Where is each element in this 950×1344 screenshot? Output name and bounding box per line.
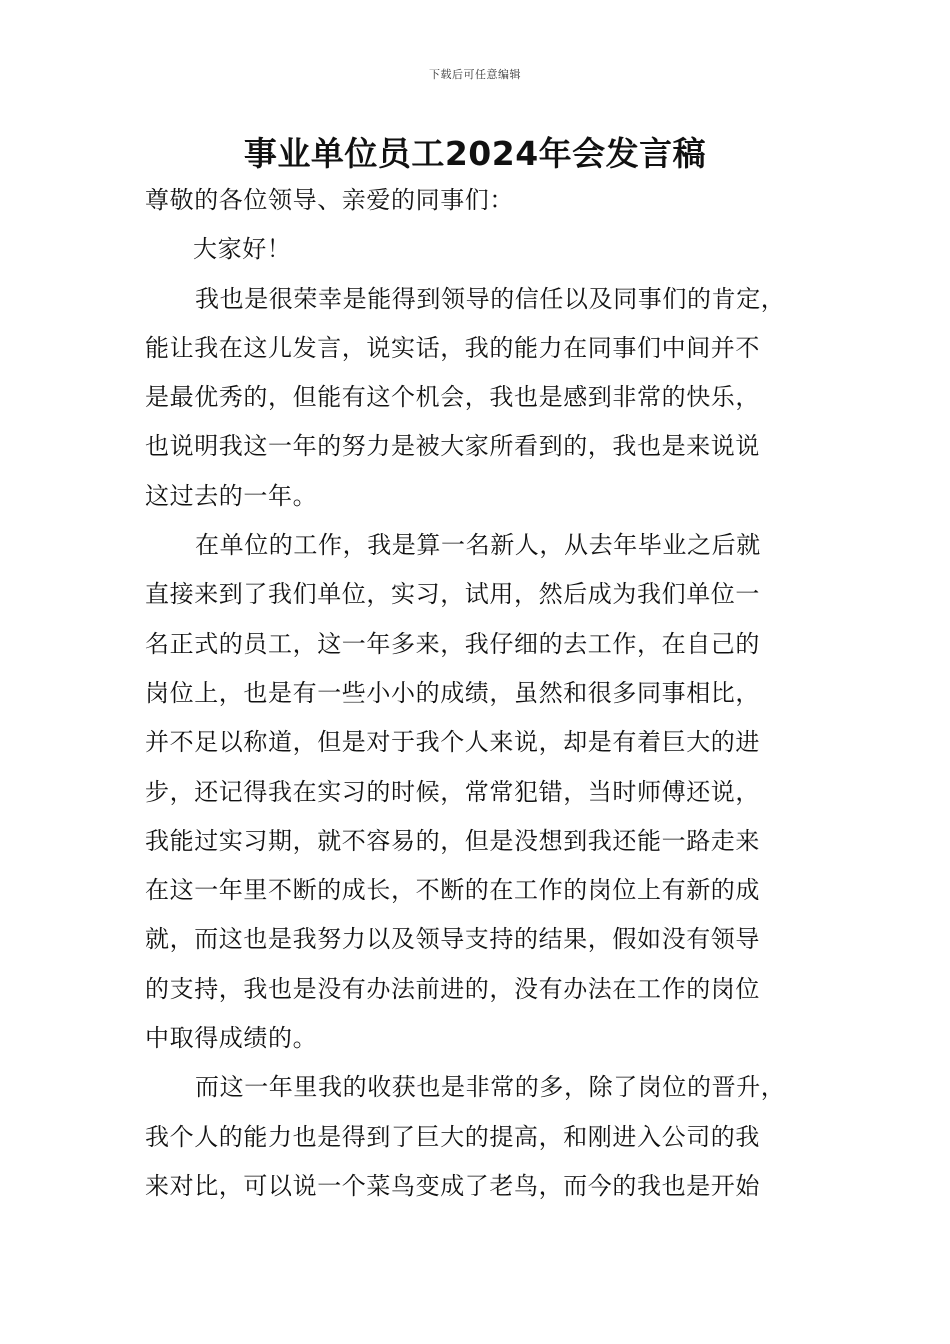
paragraph-2-line: 岗位上，也是有一些小小的成绩，虽然和很多同事相比，: [145, 678, 760, 707]
paragraph-2-line: 名正式的员工，这一年多来，我仔细的去工作，在自己的: [145, 629, 760, 658]
paragraph-1-line: 能让我在这儿发言，说实话，我的能力在同事们中间并不: [145, 333, 760, 362]
document-body: [145, 180, 835, 1215]
paragraph-2-line: 步，还记得我在实习的时候，常常犯错，当时师傅还说，: [145, 777, 760, 806]
paragraph-3-line: 来对比，可以说一个菜鸟变成了老鸟，而今的我也是开始: [145, 1171, 760, 1200]
paragraph-3-line: 而这一年里我的收获也是非常的多，除了岗位的晋升，: [195, 1073, 786, 1102]
salutation: 尊敬的各位领导、亲爱的同事们：: [145, 186, 514, 214]
header-note: 下载后可任意编辑: [429, 68, 521, 81]
paragraph-1-line: 我也是很荣幸是能得到领导的信任以及同事们的肯定，: [195, 284, 786, 313]
document-title: 事业单位员工2024年会发言稿: [243, 134, 707, 173]
paragraph-2-line: 直接来到了我们单位，实习，试用，然后成为我们单位一: [145, 580, 760, 609]
paragraph-2-line: 中取得成绩的。: [145, 1024, 318, 1053]
paragraph-2-line: 在单位的工作，我是算一名新人，从去年毕业之后就: [195, 531, 761, 560]
paragraph-1-line: 这过去的一年。: [145, 481, 318, 510]
paragraph-2-line: 的支持，我也是没有办法前进的，没有办法在工作的岗位: [145, 974, 760, 1003]
paragraph-1-line: 是最优秀的，但能有这个机会，我也是感到非常的快乐，: [145, 383, 760, 412]
paragraph-2-line: 在这一年里不断的成长，不断的在工作的岗位上有新的成: [145, 876, 760, 905]
paragraph-2-line: 并不足以称道，但是对于我个人来说，却是有着巨大的进: [145, 728, 760, 757]
paragraph-2-line: 我能过实习期，就不容易的，但是没想到我还能一路走来: [145, 826, 760, 855]
greeting: 大家好！: [193, 235, 292, 264]
paragraph-3-line: 我个人的能力也是得到了巨大的提高，和刚进入公司的我: [145, 1122, 760, 1151]
paragraph-2-line: 就，而这也是我努力以及领导支持的结果，假如没有领导: [145, 925, 760, 954]
paragraph-1-line: 也说明我这一年的努力是被大家所看到的，我也是来说说: [145, 432, 760, 461]
